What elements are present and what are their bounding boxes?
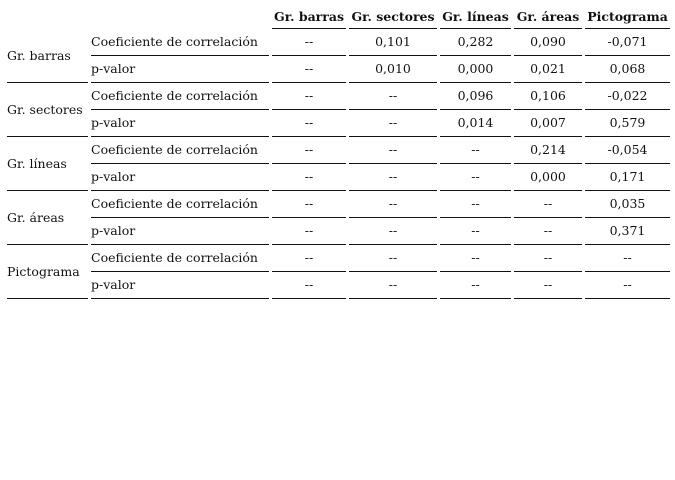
value-cell: -- xyxy=(514,272,582,299)
value-cell: -- xyxy=(440,191,511,218)
table-row xyxy=(7,191,670,218)
value-cell: -- xyxy=(272,110,346,137)
value-cell: -- xyxy=(349,191,437,218)
value-cell: 0,090 xyxy=(514,29,582,56)
value-cell: -- xyxy=(272,245,346,272)
value-cell: -- xyxy=(272,218,346,245)
table-row xyxy=(7,137,670,164)
statistic-label: p-valor xyxy=(91,110,269,137)
value-cell: -- xyxy=(349,110,437,137)
value-cell: 0,106 xyxy=(514,83,582,110)
value-cell: -- xyxy=(514,218,582,245)
statistic-label: p-valor xyxy=(91,56,269,83)
statistic-label: p-valor xyxy=(91,272,269,299)
value-cell: -- xyxy=(585,245,670,272)
table-row xyxy=(7,110,670,137)
value-cell: -- xyxy=(349,218,437,245)
value-cell: 0,000 xyxy=(514,164,582,191)
table-body xyxy=(7,29,670,299)
value-cell: 0,068 xyxy=(585,56,670,83)
value-cell: 0,014 xyxy=(440,110,511,137)
table-row xyxy=(7,56,670,83)
header-cell-gr-sectores: Gr. sectores xyxy=(349,6,437,29)
value-cell: 0,171 xyxy=(585,164,670,191)
correlation-table xyxy=(4,6,673,299)
header-cell-gr-areas: Gr. áreas xyxy=(514,6,582,29)
value-cell: 0,371 xyxy=(585,218,670,245)
value-cell: -- xyxy=(349,137,437,164)
table-row xyxy=(7,29,670,56)
value-cell: 0,214 xyxy=(514,137,582,164)
value-cell: 0,096 xyxy=(440,83,511,110)
value-cell: -- xyxy=(440,218,511,245)
value-cell: -0,054 xyxy=(585,137,670,164)
value-cell: 0,000 xyxy=(440,56,511,83)
row-group-label: Gr. áreas xyxy=(7,191,88,245)
statistic-label: Coeficiente de correlación xyxy=(91,245,269,272)
row-group-label: Gr. barras xyxy=(7,29,88,83)
statistic-label: p-valor xyxy=(91,218,269,245)
value-cell: -- xyxy=(272,272,346,299)
value-cell: -0,022 xyxy=(585,83,670,110)
table-row xyxy=(7,245,670,272)
header-row xyxy=(7,6,670,29)
value-cell: -- xyxy=(272,29,346,56)
value-cell: -- xyxy=(440,245,511,272)
value-cell: 0,035 xyxy=(585,191,670,218)
value-cell: -- xyxy=(514,245,582,272)
statistic-label: p-valor xyxy=(91,164,269,191)
row-group-label: Gr. líneas xyxy=(7,137,88,191)
value-cell: -- xyxy=(272,83,346,110)
value-cell: 0,007 xyxy=(514,110,582,137)
value-cell: -- xyxy=(349,272,437,299)
value-cell: -- xyxy=(349,164,437,191)
value-cell: -- xyxy=(585,272,670,299)
row-group-label: Gr. sectores xyxy=(7,83,88,137)
value-cell: -- xyxy=(272,191,346,218)
statistic-label: Coeficiente de correlación xyxy=(91,191,269,218)
statistic-label: Coeficiente de correlación xyxy=(91,137,269,164)
value-cell: -- xyxy=(272,137,346,164)
value-cell: -0,071 xyxy=(585,29,670,56)
value-cell: 0,021 xyxy=(514,56,582,83)
value-cell: -- xyxy=(514,191,582,218)
value-cell: 0,282 xyxy=(440,29,511,56)
statistic-label: Coeficiente de correlación xyxy=(91,83,269,110)
row-group-label: Pictograma xyxy=(7,245,88,299)
header-cell-gr-lineas: Gr. líneas xyxy=(440,6,511,29)
value-cell: -- xyxy=(349,245,437,272)
table-row xyxy=(7,83,670,110)
value-cell: -- xyxy=(349,83,437,110)
header-cell-gr-barras: Gr. barras xyxy=(272,6,346,29)
value-cell: 0,010 xyxy=(349,56,437,83)
table-row xyxy=(7,272,670,299)
value-cell: -- xyxy=(440,272,511,299)
value-cell: -- xyxy=(272,164,346,191)
value-cell: -- xyxy=(272,56,346,83)
header-cell-group xyxy=(7,6,88,29)
value-cell: -- xyxy=(440,137,511,164)
table-header xyxy=(7,6,670,29)
value-cell: -- xyxy=(440,164,511,191)
statistic-label: Coeficiente de correlación xyxy=(91,29,269,56)
table-row xyxy=(7,164,670,191)
header-cell-pictograma: Pictograma xyxy=(585,6,670,29)
table-row xyxy=(7,218,670,245)
value-cell: 0,101 xyxy=(349,29,437,56)
value-cell: 0,579 xyxy=(585,110,670,137)
header-cell-stat xyxy=(91,6,269,29)
